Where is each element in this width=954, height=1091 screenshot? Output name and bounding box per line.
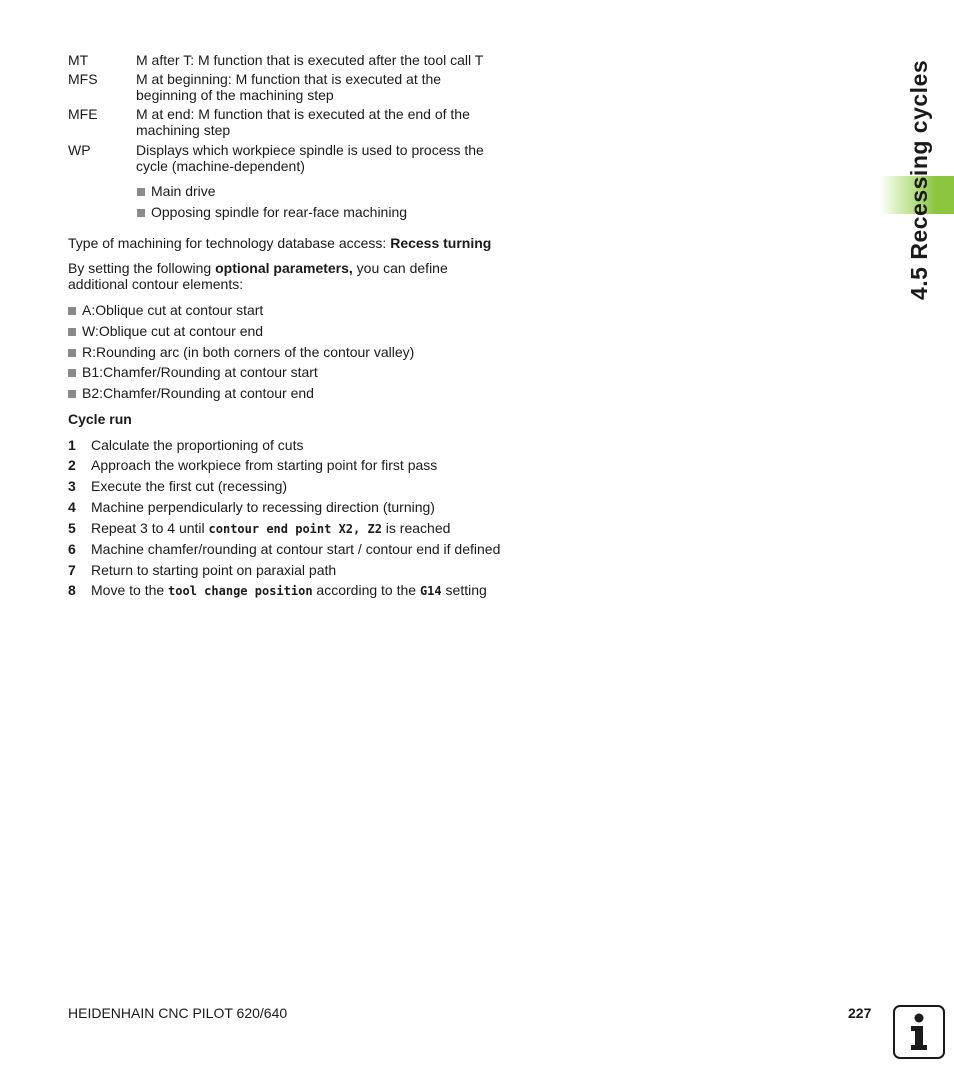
- contour-element-item: W:Oblique cut at contour end: [68, 323, 263, 339]
- step-text: Machine chamfer/rounding at contour start / contour end if defined: [91, 541, 501, 557]
- square-bullet-icon: [68, 307, 76, 315]
- wp-option-opposing-spindle: Opposing spindle for rear-face machining: [137, 204, 407, 220]
- info-icon: [893, 1005, 945, 1059]
- square-bullet-icon: [68, 349, 76, 357]
- param-term-wp: WP: [68, 142, 91, 158]
- step-text: Approach the workpiece from starting point for first pass: [91, 457, 438, 473]
- param-desc-wp: Displays which workpiece spindle is used to process the cycle (machine-dependent): [136, 142, 484, 174]
- square-bullet-icon: [68, 369, 76, 377]
- contour-element-item: B2:Chamfer/Rounding at contour end: [68, 385, 314, 401]
- step-number: 1: [68, 437, 76, 453]
- step-number: 4: [68, 499, 76, 515]
- page-number: 227: [848, 1005, 872, 1021]
- square-bullet-icon: [137, 188, 145, 196]
- param-term-mfs: MFS: [68, 71, 98, 87]
- contour-element-item: A:Oblique cut at contour start: [68, 302, 263, 318]
- step-number: 6: [68, 541, 76, 557]
- param-term-mt: MT: [68, 52, 89, 68]
- chapter-side-title: 4.5 Recessing cycles: [906, 59, 932, 300]
- step-number: 5: [68, 520, 76, 536]
- info-glyph: [904, 1012, 934, 1052]
- tech-db-line: Type of machining for technology database access: Recess turning: [68, 235, 492, 251]
- square-bullet-icon: [68, 328, 76, 336]
- step-text: Return to starting point on paraxial path: [91, 562, 337, 578]
- step-text: Move to the tool change position according to the G14 setting: [91, 582, 487, 598]
- contour-element-item: R:Rounding arc (in both corners of the contour valley): [68, 344, 414, 360]
- step-number: 7: [68, 562, 76, 578]
- optional-params-paragraph: By setting the following optional parameters, you can define additional contour elements:: [68, 260, 448, 292]
- step-text: Calculate the proportioning of cuts: [91, 437, 304, 453]
- square-bullet-icon: [68, 390, 76, 398]
- step-text: Execute the first cut (recessing): [91, 478, 288, 494]
- footer-product-name: HEIDENHAIN CNC PILOT 620/640: [68, 1005, 288, 1021]
- param-term-mfe: MFE: [68, 106, 98, 122]
- square-bullet-icon: [137, 209, 145, 217]
- param-desc-mt: M after T: M function that is executed after the tool call T: [136, 52, 484, 68]
- contour-element-item: B1:Chamfer/Rounding at contour start: [68, 364, 318, 380]
- step-number: 3: [68, 478, 76, 494]
- step-number: 2: [68, 457, 76, 473]
- param-desc-mfs: M at beginning: M function that is executed at the beginning of the machining step: [136, 71, 442, 103]
- step-text: Repeat 3 to 4 until contour end point X2, Z2 is reached: [91, 520, 451, 536]
- step-text: Machine perpendicularly to recessing direction (turning): [91, 499, 435, 515]
- param-desc-mfe: M at end: M function that is executed at the end of the machining step: [136, 106, 470, 138]
- cycle-run-heading: Cycle run: [68, 411, 132, 427]
- wp-option-main-drive: Main drive: [137, 183, 216, 199]
- step-number: 8: [68, 582, 76, 598]
